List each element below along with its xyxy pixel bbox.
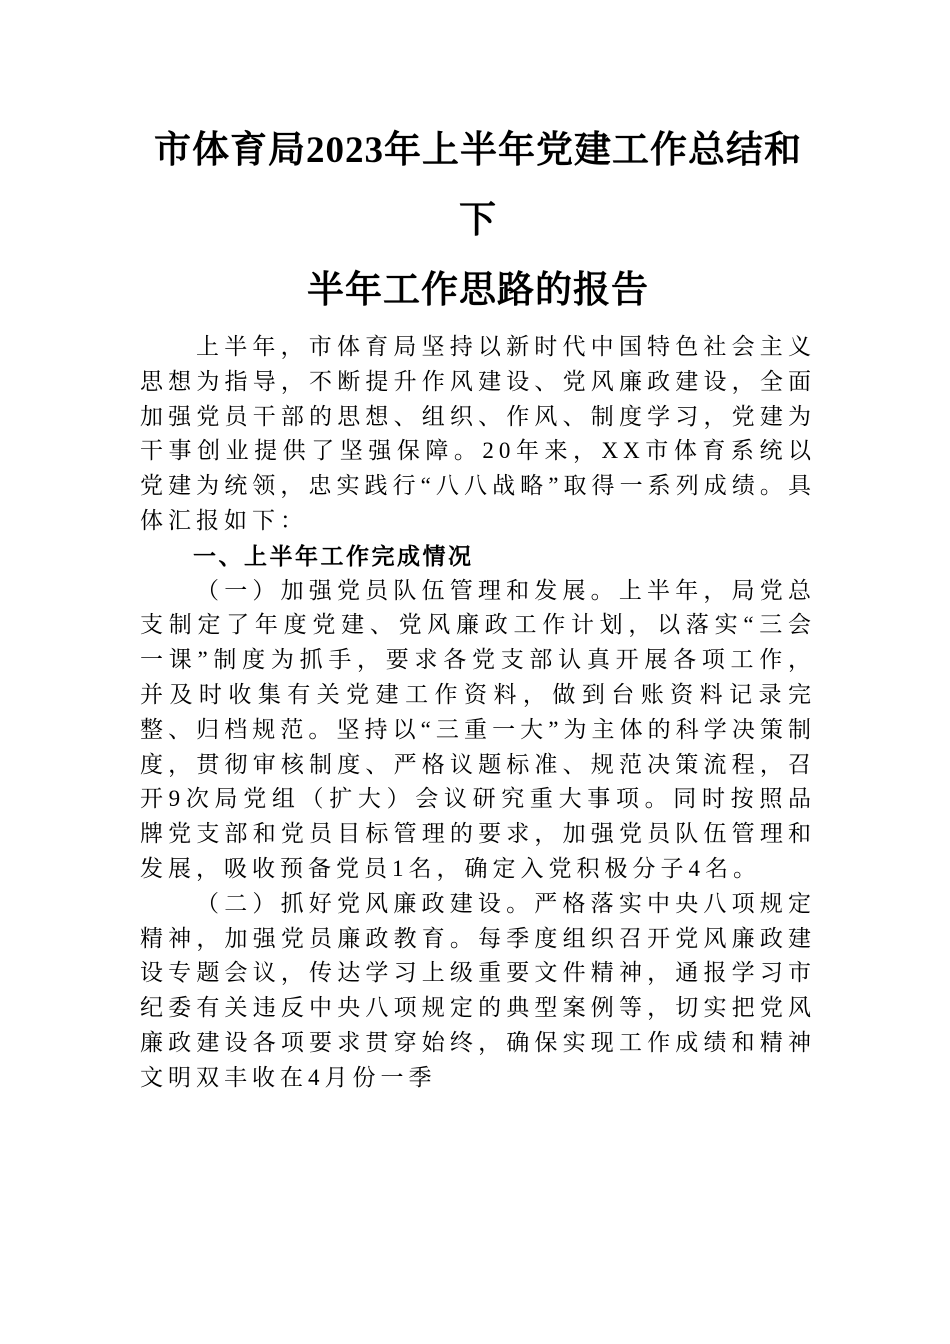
section-1-paragraph-2: （二）抓好党风廉政建设。严格落实中央八项规定精神，加强党员廉政教育。每季度组织召开党风廉政建设专题会议，传达学习上级重要文件精神，通报学习市纪委有关违反中央八项规定的典型案例等，切实把党风廉政建设各项要求贯穿始终，确保实现工作成绩和精神文明双丰收在4月份一季 — [140, 890, 816, 1090]
title-line-1: 市体育局2023年上半年党建工作总结和下 — [154, 130, 802, 241]
section-1-paragraph-1: （一）加强党员队伍管理和发展。上半年，局党总支制定了年度党建、党风廉政工作计划，以落实“三会一课”制度为抓手，要求各党支部认真开展各项工作，并及时收集有关党建工作资料，做到台账资料记录完整、归档规范。坚持以“三重一大”为主体的科学决策制度，贯彻审核制度、严格议题标准、规范决策流程，召开9次局党组（扩大）会议研究重大事项。同时按照品牌党支部和党员目标管理的要求，加强党员队伍管理和发展，吸收预备党员1名，确定入党积极分子4名。 — [140, 577, 816, 881]
title-line-2: 半年工作思路的报告 — [307, 270, 649, 311]
document-title — [140, 116, 816, 326]
document-content — [140, 116, 816, 1096]
section-1-heading: 一、上半年工作完成情况 — [193, 542, 474, 569]
intro-paragraph: 上半年，市体育局坚持以新时代中国特色社会主义思想为指导，不断提升作风建设、党风廉政建设，全面加强党员干部的思想、组织、作风、制度学习，党建为干事创业提供了坚强保障。20年来，XX市体育系统以党建为统领，忠实践行“八八战略”取得一系列成绩。具体汇报如下： — [140, 334, 816, 533]
document-body — [140, 330, 816, 1096]
